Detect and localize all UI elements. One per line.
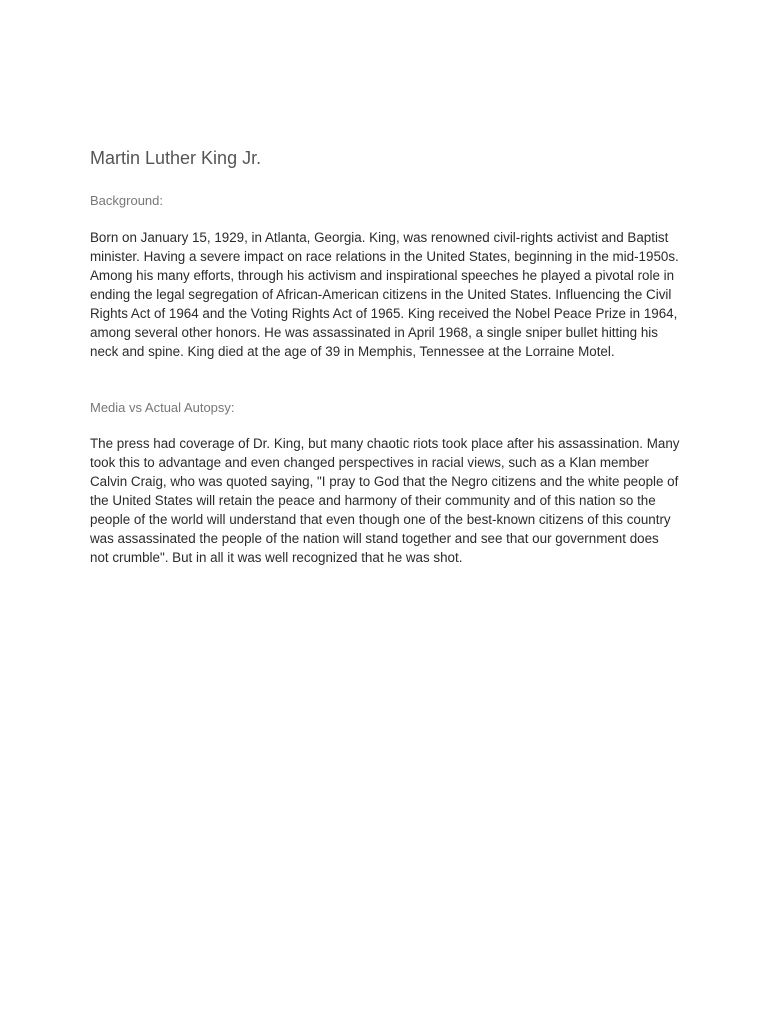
section-heading-media: Media vs Actual Autopsy:	[90, 400, 235, 415]
section-body-media: The press had coverage of Dr. King, but many chaotic riots took place after his assassination. Many took this to advantage and even changed perspectives in racial views, such as a Klan member Calvin Craig, who was quoted saying, "I pray to God that the Negro citizens and the white people of the United States will retain the peace and harmony of their community and of this nation so the people of the world will understand that even though one of the best-known citizens of this country was assassinated the people of the nation will stand together and see that our government does not crumble". But in all it was well recognized that he was shot.	[90, 436, 680, 565]
document-title: Martin Luther King Jr.	[90, 148, 262, 168]
section-body-background: Born on January 15, 1929, in Atlanta, Georgia. King, was renowned civil-rights activist and Baptist minister. Having a severe impact on race relations in the United States, beginning in the mid-1950s. Among his many efforts, through his activism and inspirational speeches he played a pivotal role in ending the legal segregation of African-American citizens in the United States. Influencing the Civil Rights Act of 1964 and the Voting Rights Act of 1965. King received the Nobel Peace Prize in 1964, among several other honors. He was assassinated in April 1968, a single sniper bullet hitting his neck and spine. King died at the age of 39 in Memphis, Tennessee at the Lorraine Motel.	[90, 230, 679, 359]
section-heading-background: Background:	[90, 193, 163, 208]
